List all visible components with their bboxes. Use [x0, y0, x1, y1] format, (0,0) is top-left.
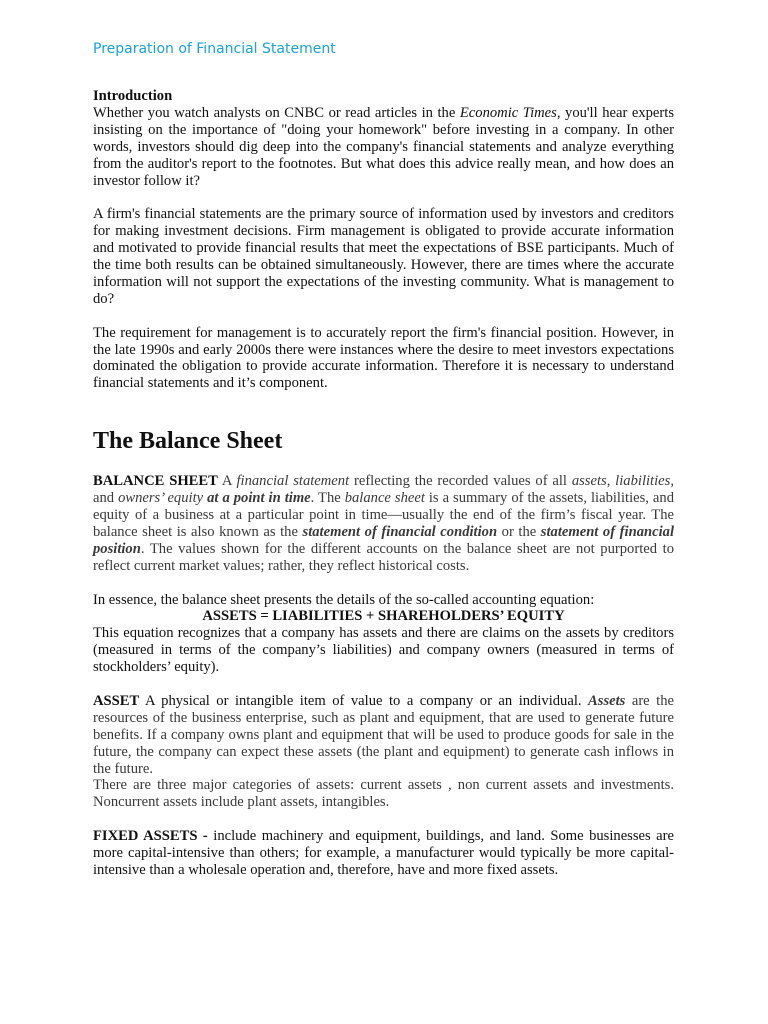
- accounting-equation: ASSETS = LIABILITIES + SHAREHOLDERS’ EQUITY: [202, 608, 565, 625]
- intro-paragraph-1: [93, 105, 674, 190]
- def-text-5: , and: [93, 473, 674, 507]
- essence-line: In essence, the balance sheet presents the details of the so-called accounting equation:: [93, 591, 595, 608]
- def-text-9: . The: [310, 490, 345, 507]
- asset-categories: There are three major categories of assets: current assets , non current assets and investments. Noncurrent assets include plant assets, intangibles.: [93, 777, 674, 811]
- def-text-11: is a summary of the assets, liabilities, and equity of a business at a particular point in time—usually the end of the firm’s fiscal year. The balance sheet is also known as the: [93, 490, 674, 540]
- def-balance-sheet: balance sheet: [344, 490, 425, 507]
- intro-p1-text-a: Whether you watch analysts on CNBC or read articles in the: [93, 104, 460, 121]
- fixed-assets-text: include machinery and equipment, buildings, and land. Some businesses are more capital-intensive than others; for example, a manufacturer would typically be more capital-intensive than a wholesale operation and, therefore, have and more fixed assets.: [93, 828, 674, 878]
- asset-text-1: A physical or intangible item of value to a company or an individual.: [139, 692, 589, 709]
- balance-sheet-definition: [93, 473, 674, 574]
- def-financial-statement: financial statement: [236, 473, 350, 490]
- intro-paragraph-2: A firm's financial statements are the primary source of information used by investors and creditors for making investment decisions. Firm management is obligated to provide accurate information and motivated to provide financial results that meet the expectations of BSE participants. Much of the time both results can be obtained simultaneously. However, there are times where the accurate information will not support the expectations of the investing community. What is management to do?: [93, 206, 674, 307]
- intro-p1-publication: Economic Times: [459, 104, 557, 121]
- def-owners-equity: owners’ equity: [118, 490, 204, 507]
- def-text-15: . The values shown for the different accounts on the balance sheet are not purported to reflect current market values; rather, they reflect historical costs.: [93, 540, 674, 574]
- def-financial-condition: statement of financial condition: [302, 523, 498, 540]
- def-financial-position: statement of financial position: [93, 523, 674, 557]
- asset-term: ASSET: [93, 692, 140, 709]
- def-text-13: or the: [497, 523, 541, 540]
- document-header: Preparation of Financial Statement: [93, 41, 336, 57]
- balance-sheet-term: BALANCE SHEET: [93, 473, 218, 490]
- asset-emphasis: Assets: [588, 692, 626, 709]
- fixed-assets-term: FIXED ASSETS -: [93, 828, 208, 845]
- document-body: [93, 88, 674, 879]
- def-text-3: reflecting the recorded values of all: [349, 473, 572, 490]
- equation-explanation: This equation recognizes that a company has assets and there are claims on the assets by creditors (measured in terms of the company’s liabilities) and company owners (measured in terms of stockholders’ equity).: [93, 625, 674, 676]
- def-assets-liabilities: assets, liabilities: [571, 473, 671, 490]
- intro-p1-text-b: , you'll hear experts insisting on the importance of "doing your homework" before investing in a company. In other words, investors should dig deep into the company's financial statements and analyze everything from the auditor's report to the footnotes. But what does this advice really mean, and how does an investor follow it?: [93, 104, 674, 189]
- def-point-in-time: at a point in time: [207, 490, 311, 507]
- def-text-1: A: [217, 473, 237, 490]
- intro-heading: Introduction: [93, 88, 173, 104]
- intro-paragraph-3: The requirement for management is to accurately report the firm's financial position. However, in the late 1990s and early 2000s there were instances where the desire to meet investors expectations dominated the obligation to provide accurate information. Therefore it is necessary to understand financial statements and it’s component.: [93, 324, 674, 392]
- asset-definition: [93, 693, 674, 778]
- asset-text-3: are the resources of the business enterprise, such as plant and equipment, that are used to generate future benefits. If a company owns plant and equipment that will be used to produce goods for sale in the future, the company can expect these assets (the plant and equipment) to generate cash inflows in the future.: [93, 692, 674, 777]
- balance-sheet-title: The Balance Sheet: [93, 428, 283, 455]
- fixed-assets-paragraph: [93, 828, 674, 879]
